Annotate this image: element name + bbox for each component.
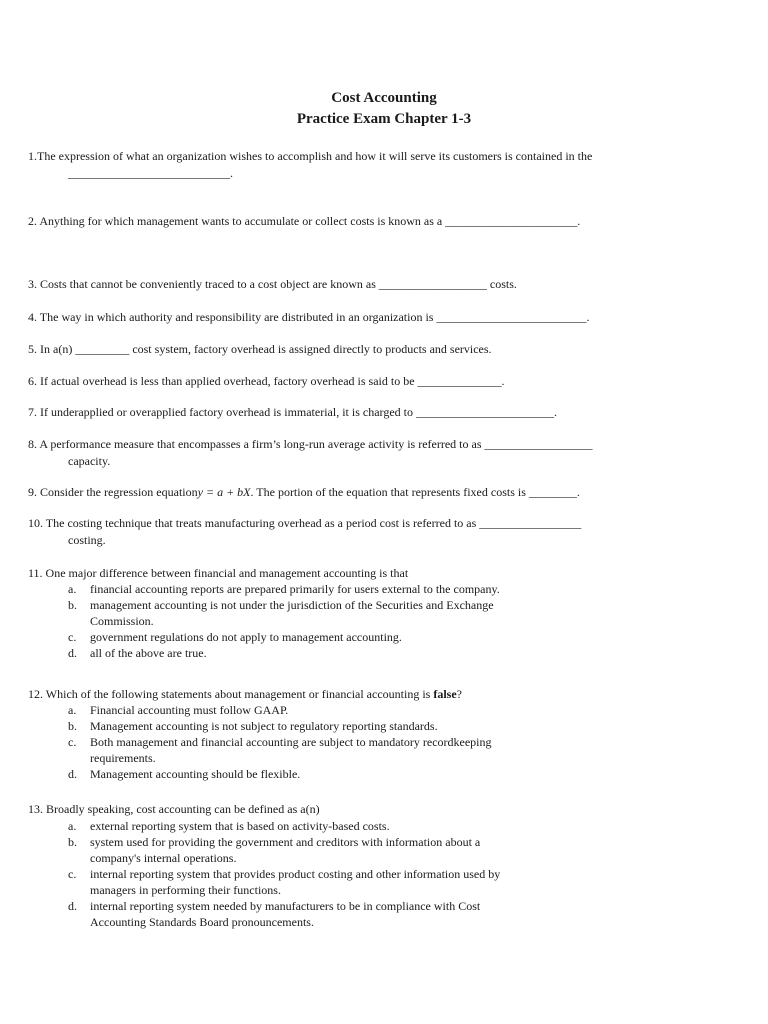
question-1-blank: ___________________________. — [68, 166, 233, 180]
question-1: 1.The expression of what an organization wishes to accomplish and how it will serve its customers is contained in the — [28, 149, 593, 163]
document-title: Cost Accounting — [331, 90, 437, 106]
question-8-continued: capacity. — [68, 454, 111, 468]
question-2: 2. Anything for which management wants to accumulate or collect costs is known as a ______________________. — [28, 214, 581, 228]
option-text: internal reporting system needed by manufacturers to be in compliance with Cost — [90, 899, 481, 913]
question-7: 7. If underapplied or overapplied factory overhead is immaterial, it is charged to _______________________. — [28, 405, 557, 419]
option-letter: d. — [68, 899, 77, 913]
option-letter: a. — [68, 819, 77, 833]
option-letter: b. — [68, 835, 77, 849]
question-11-stem: 11. One major difference between financial and management accounting is that — [28, 566, 409, 580]
option-text: all of the above are true. — [90, 646, 207, 660]
option-letter: b. — [68, 719, 77, 733]
option-text: Management accounting is not subject to regulatory reporting standards. — [90, 719, 438, 733]
question-9-suffix: . The portion of the equation that represents fixed costs is ________. — [250, 485, 580, 499]
option-text: company's internal operations. — [90, 851, 237, 865]
option-text: financial accounting reports are prepared primarily for users external to the company. — [90, 582, 500, 596]
option-letter: d. — [68, 767, 77, 781]
question-6: 6. If actual overhead is less than applied overhead, factory overhead is said to be ______________. — [28, 374, 505, 388]
option-letter: b. — [68, 598, 77, 612]
question-3: 3. Costs that cannot be conveniently traced to a cost object are known as __________________ costs. — [28, 277, 517, 291]
question-12-stem-text: 12. Which of the following statements about management or financial accounting is — [28, 687, 434, 701]
document-subtitle: Practice Exam Chapter 1-3 — [296, 111, 472, 127]
option-text: requirements. — [90, 751, 156, 765]
option-text: managers in performing their functions. — [90, 883, 281, 897]
option-letter: c. — [68, 867, 77, 881]
question-10-continued: costing. — [68, 533, 106, 547]
question-12-emphasis: false — [433, 687, 457, 701]
option-text: system used for providing the government and creditors with information about a — [90, 835, 481, 849]
option-text: external reporting system that is based on activity-based costs. — [90, 819, 390, 833]
question-8: 8. A performance measure that encompasses a firm’s long-run average activity is referred to as __________________ — [28, 437, 593, 451]
option-text: Financial accounting must follow GAAP. — [90, 703, 289, 717]
question-12-stem — [28, 687, 462, 701]
option-text: Both management and financial accounting are subject to mandatory recordkeeping — [90, 735, 492, 749]
option-text: internal reporting system that provides product costing and other information used by — [90, 867, 501, 881]
regression-equation: y = a + bX — [197, 485, 251, 499]
option-text: management accounting is not under the jurisdiction of the Securities and Exchange — [90, 598, 494, 612]
question-5: 5. In a(n) _________ cost system, factory overhead is assigned directly to products and services. — [28, 342, 492, 356]
option-letter: c. — [68, 735, 77, 749]
question-9 — [28, 485, 580, 499]
option-text: Commission. — [90, 614, 154, 628]
question-9-prefix: 9. Consider the regression equation — [28, 485, 198, 499]
option-letter: a. — [68, 582, 77, 596]
option-letter: a. — [68, 703, 77, 717]
question-10: 10. The costing technique that treats manufacturing overhead as a period cost is referred to as _________________ — [28, 516, 582, 530]
option-letter: d. — [68, 646, 77, 660]
option-text: Accounting Standards Board pronouncements. — [90, 915, 314, 929]
question-12-stem-end: ? — [456, 687, 462, 701]
option-text: government regulations do not apply to management accounting. — [90, 630, 402, 644]
question-4: 4. The way in which authority and responsibility are distributed in an organization is _________________________. — [28, 310, 590, 324]
question-13-stem: 13. Broadly speaking, cost accounting can be defined as a(n) — [28, 802, 320, 816]
option-text: Management accounting should be flexible. — [90, 767, 301, 781]
option-letter: c. — [68, 630, 77, 644]
